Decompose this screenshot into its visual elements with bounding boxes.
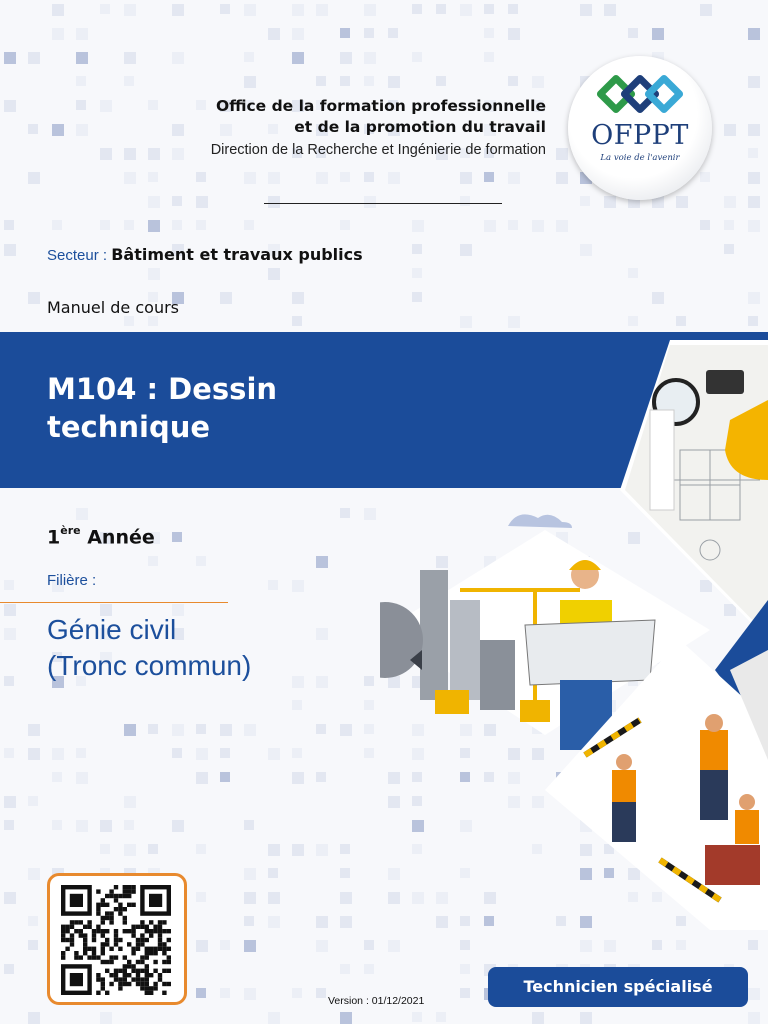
filiere-value-line2: (Tronc commun) xyxy=(47,650,252,681)
logo-name: OFPPT xyxy=(591,120,689,151)
module-title: M104 : Dessin technique xyxy=(47,372,278,444)
organization-name-line2: et de la promotion du travail xyxy=(294,118,546,136)
ofppt-logo xyxy=(568,56,712,200)
filiere-value xyxy=(47,612,387,684)
document-type: Manuel de cours xyxy=(47,298,179,317)
organization-direction: Direction de la Recherche et Ingénierie de formation xyxy=(210,142,546,158)
organization-header xyxy=(211,96,546,162)
year-heading xyxy=(47,526,155,548)
year-superscript: ère xyxy=(60,524,81,537)
calculator-icon xyxy=(706,370,744,394)
qr-code-frame[interactable] xyxy=(47,873,187,1005)
filiere-divider xyxy=(0,602,228,603)
organization-name-line1: Office de la formation professionnelle xyxy=(216,97,546,115)
level-badge: Technicien spécialisé xyxy=(488,967,748,1007)
sector-line xyxy=(47,245,363,264)
version-label: Version : 01/12/2021 xyxy=(328,995,425,1007)
construction-illustration xyxy=(380,340,768,930)
logo-tagline: La voie de l'avenir xyxy=(600,153,680,163)
rolled-plan-icon xyxy=(650,410,674,510)
filiere-label: Filière : xyxy=(47,572,97,589)
filiere-value-line1: Génie civil xyxy=(47,614,177,645)
cloud-icon xyxy=(508,514,572,528)
year-label: Année xyxy=(87,526,155,549)
header-divider xyxy=(264,203,502,204)
sector-label: Secteur : xyxy=(47,247,108,264)
qr-code-icon[interactable] xyxy=(61,885,173,995)
sector-value: Bâtiment et travaux publics xyxy=(111,245,363,264)
year-number: 1 xyxy=(47,526,61,549)
